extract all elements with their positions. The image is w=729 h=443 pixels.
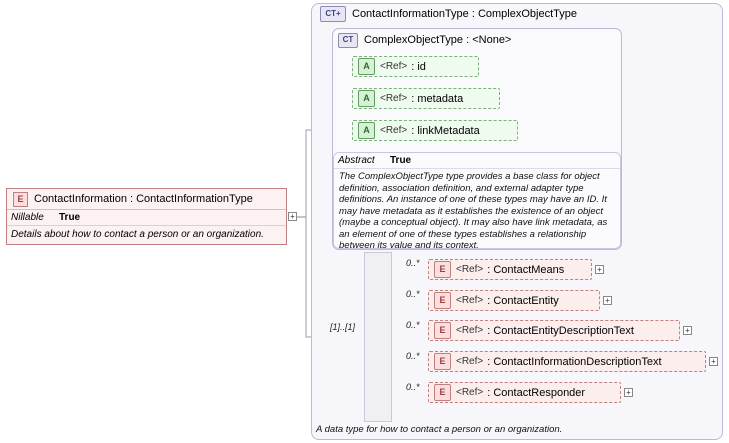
element-contact-entity-description-text[interactable] — [428, 320, 680, 341]
attribute-metadata[interactable] — [352, 88, 500, 109]
element-header — [7, 189, 286, 210]
abstract-row — [334, 153, 620, 169]
complex-object-type-badge-icon: CT — [338, 33, 358, 48]
abstract-label: Abstract — [338, 155, 375, 166]
element-contact-responder[interactable] — [428, 382, 621, 403]
type-description: A data type for how to contact a person or an organization. — [316, 424, 563, 435]
element-badge-icon: E — [434, 261, 451, 278]
nillable-value: True — [59, 212, 81, 223]
element-ref: <Ref> — [456, 387, 484, 398]
attribute-name: : id — [411, 60, 426, 73]
expand-element-button[interactable]: + — [288, 212, 297, 221]
occurs-label: 0..* — [406, 382, 420, 392]
expand-contact-entity-button[interactable]: + — [603, 296, 612, 305]
expand-contact-responder-button[interactable]: + — [624, 388, 633, 397]
nillable-row — [7, 210, 286, 226]
element-ref: <Ref> — [456, 325, 484, 336]
element-name: : ContactResponder — [487, 386, 586, 399]
ct-badge-plus: + — [336, 9, 341, 18]
element-description: Details about how to contact a person or an organization. — [11, 229, 264, 240]
element-badge-icon: E — [434, 353, 451, 370]
attribute-id[interactable] — [352, 56, 479, 77]
attribute-name: : linkMetadata — [411, 124, 480, 137]
complex-object-type-title: ComplexObjectType : <None> — [364, 34, 512, 46]
element-name: : ContactMeans — [487, 263, 565, 276]
element-contact-information[interactable] — [6, 188, 287, 245]
attribute-ref: <Ref> — [380, 61, 408, 72]
abstract-info-box — [333, 152, 621, 249]
expand-contact-entity-description-text-button[interactable]: + — [683, 326, 692, 335]
complex-type-title: ContactInformationType : ComplexObjectType — [352, 8, 577, 20]
element-name: : ContactEntityDescriptionText — [487, 324, 634, 337]
nillable-label: Nillable — [11, 212, 44, 223]
occurs-label: 0..* — [406, 258, 420, 268]
occurs-label: 0..* — [406, 320, 420, 330]
attribute-ref: <Ref> — [380, 125, 408, 136]
attribute-badge-icon: A — [358, 122, 375, 139]
attribute-ref: <Ref> — [380, 93, 408, 104]
element-badge-icon: E — [434, 292, 451, 309]
complex-object-type-header — [338, 31, 618, 49]
attribute-badge-icon: A — [358, 90, 375, 107]
occurs-label: 0..* — [406, 289, 420, 299]
element-badge-icon: E — [434, 384, 451, 401]
element-contact-information-description-text[interactable] — [428, 351, 706, 372]
element-contact-means[interactable] — [428, 259, 592, 280]
element-badge-icon: E — [434, 322, 451, 339]
element-ref: <Ref> — [456, 264, 484, 275]
expand-contact-means-button[interactable]: + — [595, 265, 604, 274]
complex-type-badge-icon — [320, 6, 346, 22]
ct-badge-text: CT — [325, 9, 336, 18]
element-contact-entity[interactable] — [428, 290, 600, 311]
sequence-compositor[interactable] — [364, 252, 392, 422]
occurs-label: 0..* — [406, 351, 420, 361]
abstract-description: The ComplexObjectType type provides a base class for object definition, association definition, and external adapter type definitions. An instance of one of these types may have an ID. It may have metadata as it establishes the existence of an object (maybe a conceptual object). It may also have link metadata, as an element of one of these types establishes a relationship between its value and its context. — [339, 171, 608, 251]
attribute-badge-icon: A — [358, 58, 375, 75]
abstract-value: True — [390, 155, 412, 166]
element-badge-icon: E — [13, 192, 28, 207]
sequence-cardinality: [1]..[1] — [330, 322, 356, 332]
element-name: : ContactEntity — [487, 294, 559, 307]
expand-contact-information-description-text-button[interactable]: + — [709, 357, 718, 366]
complex-type-header — [320, 5, 715, 23]
element-title: ContactInformation : ContactInformationType — [34, 193, 253, 205]
element-ref: <Ref> — [456, 356, 484, 367]
element-ref: <Ref> — [456, 295, 484, 306]
attribute-link-metadata[interactable] — [352, 120, 518, 141]
attribute-name: : metadata — [411, 92, 464, 105]
element-name: : ContactInformationDescriptionText — [487, 355, 662, 368]
